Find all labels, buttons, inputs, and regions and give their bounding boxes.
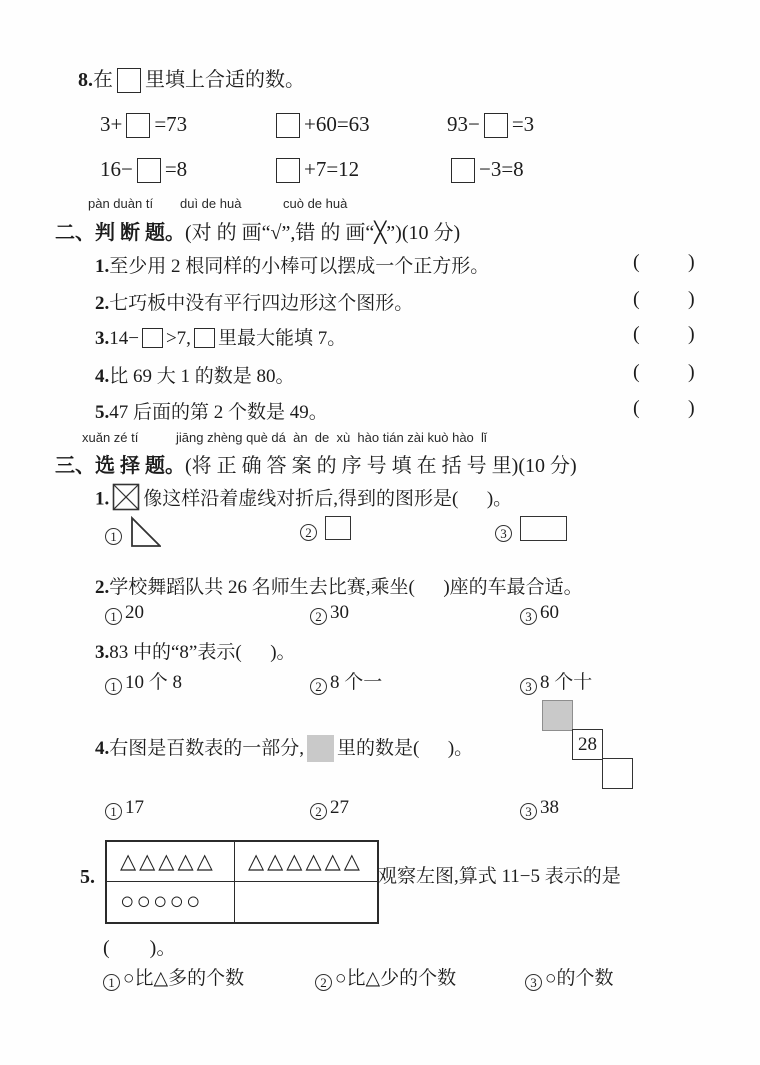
choice-q5-text [378,861,621,888]
option-2 [310,667,382,695]
option-2 [300,516,351,541]
equation-text: =3 [511,112,535,136]
choice-q2 [95,572,583,599]
choice-q4 [95,733,535,762]
equation [272,112,447,138]
grid-cell-number: 28 [578,733,597,755]
item-text: 学校舞蹈队共 26 名师生去比赛,乘坐( )座的车最合适。 [109,577,583,598]
option-label: ○比△少的个数 [335,968,457,989]
equation-text: 3+ [100,112,123,136]
pinyin-text: duì de huà [180,196,242,211]
square-shape [325,516,351,540]
equation [447,112,534,138]
option-label: 10 个 8 [125,672,183,693]
section-label: 二、判 断 题。 [55,222,185,244]
question-text: 里填上合适的数。 [145,69,305,91]
square-with-diagonals-icon [112,495,140,516]
circled-number: 1 [103,974,120,991]
item-number: 4. [95,738,110,759]
circled-number: 3 [520,803,537,820]
blank-box [137,158,161,183]
option-label: 60 [540,602,559,623]
tf-item-4 [0,361,760,391]
option-label: 17 [125,797,144,818]
item-number: 2. [95,577,110,598]
circled-number: 2 [310,803,327,820]
pinyin-text: jiāng zhèng què dá àn de xù hào tián zài kuò hào lǐ [176,430,487,445]
item-text: >7, [165,328,191,349]
section-2-title [55,216,460,245]
item-text: 47 后面的第 2 个数是 49。 [109,402,328,423]
shaded-box-inline [307,735,334,762]
equation [100,157,272,183]
equation [447,157,524,183]
blank-box [194,328,215,348]
equation-text: 16− [100,157,133,181]
equation-text: =8 [164,157,188,181]
rectangle-shape [520,516,567,541]
table-cell-empty [235,882,377,922]
equation-text: +7=12 [304,157,360,181]
tf-item-5 [0,397,760,427]
circled-number: 3 [495,525,512,542]
blank-box [451,158,475,183]
answer-paren-close: ) [688,251,695,273]
item-number: 5. [80,866,95,888]
option-label: 38 [540,797,559,818]
answer-paren-open: ( [633,288,640,310]
table-cell-triangles-right: △△△△△△ [235,842,377,882]
circled-number: 2 [300,524,317,541]
item-text: 里最大能填 7。 [217,328,347,349]
equation-text: −3=8 [479,157,524,181]
circled-number: 1 [105,528,122,545]
choice-q2-options [0,602,760,630]
equation [100,112,272,138]
pinyin-text: pàn duàn tí [88,196,154,211]
answer-paren-open: ( [633,397,640,419]
answer-parens: ( )。 [103,937,177,959]
option-3 [495,516,567,542]
section-3-title [55,449,577,478]
right-triangle-shape [129,516,161,554]
circled-number: 3 [520,608,537,625]
question-number: 8. [78,69,93,91]
choice-q3 [95,637,296,664]
item-text: 至少用 2 根同样的小棒可以摆成一个正方形。 [109,256,490,277]
option-2 [310,602,349,625]
choice-q5-options [0,963,760,993]
option-label: 8 个十 [540,672,593,693]
grid-cell-shaded [542,700,573,731]
item-number: 3. [95,642,110,663]
option-label: ○比△多的个数 [123,968,245,989]
item-number: 3. [95,328,110,349]
tf-item-3 [0,323,760,353]
option-3 [520,602,559,625]
equation-row [100,112,534,138]
option-2 [315,963,456,991]
choice-q1-options [0,516,760,558]
blank-box [276,113,300,138]
equation-text: =73 [154,112,188,136]
option-label: 27 [330,797,349,818]
choice-q4-options [0,797,760,825]
table-cell-triangles-left: △△△△△ [107,842,235,882]
question-8-header [78,63,305,93]
option-1 [105,602,144,625]
option-1 [105,667,182,695]
answer-paren-close: ) [688,361,695,383]
answer-paren-close: ) [688,397,695,419]
equation-text: +60=63 [304,112,370,136]
circled-number: 1 [105,803,122,820]
option-3 [520,797,559,820]
option-1 [105,516,161,554]
circled-number: 2 [310,608,327,625]
item-text: 右图是百数表的一部分, [109,738,305,759]
option-3 [520,667,592,695]
item-text: 里的数是( )。 [337,738,474,759]
circled-number: 1 [105,678,122,695]
circled-number: 1 [105,608,122,625]
pinyin-text: xuǎn zé tí [82,430,139,445]
item-text: 像这样沿着虚线对折后,得到的图形是( )。 [143,488,513,510]
option-3 [525,963,613,991]
blank-box [126,113,150,138]
tf-item-2 [0,288,760,318]
option-1 [103,963,244,991]
item-number: 1. [95,488,110,510]
grid-cell-empty [602,758,633,789]
item-number: 4. [95,366,110,387]
circled-number: 3 [520,678,537,695]
answer-paren-open: ( [633,361,640,383]
blank-box [484,113,508,138]
blank-box [142,328,163,348]
item-text: 比 69 大 1 的数是 80。 [109,366,295,387]
shapes-table [105,840,379,924]
item-text: 83 中的“8”表示( )。 [109,642,296,663]
option-1 [105,797,144,820]
circled-number: 3 [525,974,542,991]
option-label: ○的个数 [545,968,614,989]
answer-paren-close: ) [688,323,695,345]
section-label: 三、选 择 题。 [55,455,185,477]
question-text: 在 [93,69,113,91]
answer-paren-open: ( [633,251,640,273]
tf-item-1 [0,251,760,281]
pinyin-text: cuò de huà [283,196,348,211]
item-number: 2. [95,293,110,314]
item-text: 14− [109,328,139,349]
equation [272,157,447,183]
option-label: 8 个一 [330,672,383,693]
equation-text: 93− [447,112,480,136]
circled-number: 2 [310,678,327,695]
item-text: 七巧板中没有平行四边形这个图形。 [109,293,414,314]
choice-q1 [95,483,512,517]
choice-q5-answer-parens [103,931,176,960]
blank-box [276,158,300,183]
blank-box [117,68,141,93]
option-label: 20 [125,602,144,623]
grid-cell-value [572,729,603,760]
answer-paren-open: ( [633,323,640,345]
table-cell-circles: ○○○○○ [107,882,235,922]
section-instructions: (将 正 确 答 案 的 序 号 填 在 括 号 里)(10 分) [185,455,577,477]
item-number: 5. [95,402,110,423]
answer-paren-close: ) [688,288,695,310]
section-instructions: (对 的 画“√”,错 的 画“╳”)(10 分) [185,222,461,244]
option-label: 30 [330,602,349,623]
choice-q3-options [0,667,760,695]
option-2 [310,797,349,820]
item-number: 1. [95,256,110,277]
item-text: 观察左图,算式 11−5 表示的是 [378,866,621,887]
circled-number: 2 [315,974,332,991]
equation-row [100,157,524,183]
